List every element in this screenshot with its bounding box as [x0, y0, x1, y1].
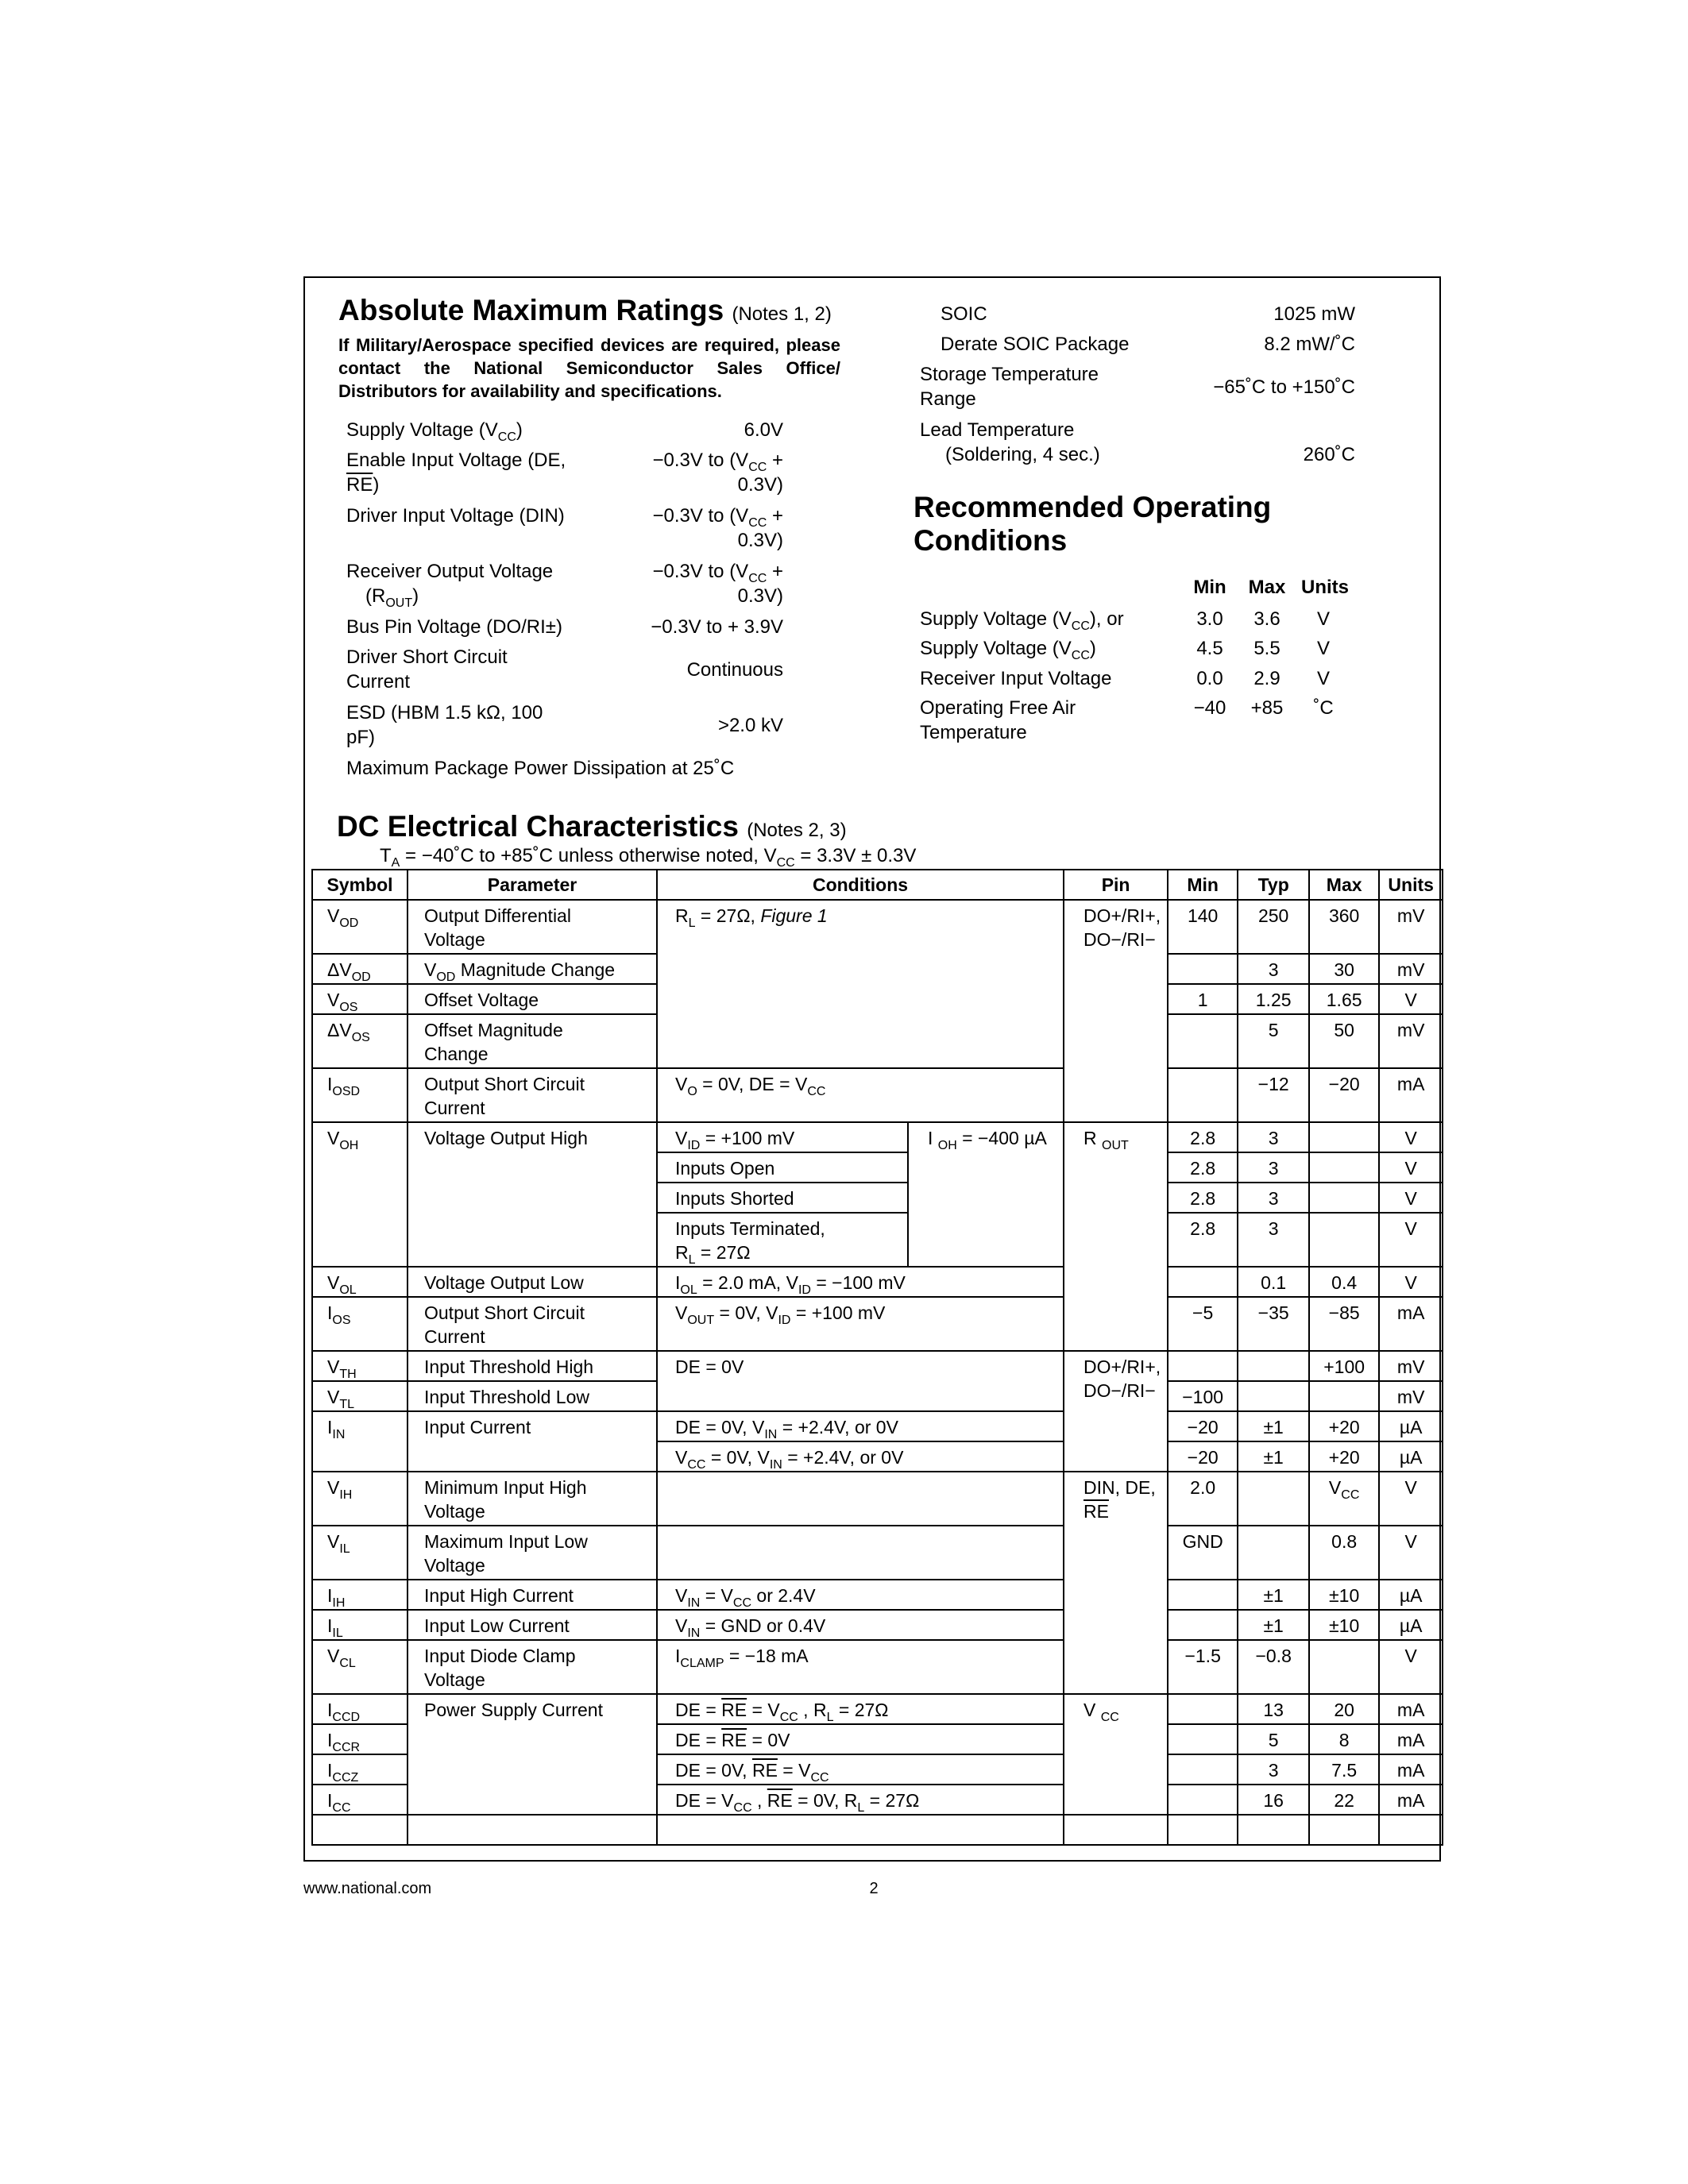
conditions-cell: $V_O = 0V$, DE = $V_{CC}$: [657, 1068, 1064, 1122]
min-cell: [1168, 1068, 1238, 1122]
roc-header-max: Max: [1248, 577, 1286, 598]
roc-row-unit: V: [1316, 638, 1330, 659]
min-cell: −1.5: [1168, 1640, 1238, 1694]
symbol-cell: $I_{IN}$: [312, 1411, 408, 1472]
units-cell: V: [1379, 1122, 1443, 1152]
symbol-cell: $\Delta V_{OS}$: [312, 1014, 408, 1068]
parameter-cell: Input Low Current: [408, 1610, 657, 1640]
amr-pkg-label: Maximum Package Power Dissipation at 25˚C: [346, 758, 735, 779]
units-cell: µA: [1379, 1441, 1443, 1472]
parameter-cell: Power Supply Current: [408, 1694, 657, 1815]
units-cell: V: [1379, 1183, 1443, 1213]
max-cell: [1309, 1122, 1379, 1152]
parameter-cell: Input Diode Clamp Voltage: [408, 1640, 657, 1694]
max-cell: 20: [1309, 1694, 1379, 1724]
parameter-cell: Maximum Input Low Voltage: [408, 1526, 657, 1580]
parameter-cell: $V_{OD}$ Magnitude Change: [408, 954, 657, 984]
table-row: [312, 900, 1443, 954]
max-cell: +100: [1309, 1351, 1379, 1381]
dc-header-symbol: Symbol: [312, 870, 408, 900]
symbol-cell: $V_{OH}$: [312, 1122, 408, 1267]
typ-cell: [1238, 1472, 1309, 1526]
units-cell: V: [1379, 1267, 1443, 1297]
units-cell: V: [1379, 1213, 1443, 1267]
typ-cell: 13: [1238, 1694, 1309, 1724]
dc-header-units: Units: [1379, 870, 1443, 900]
min-cell: [1168, 1754, 1238, 1785]
symbol-cell: $V_{TL}$: [312, 1381, 408, 1411]
pin-cell: DO+/RI+, DO−/RI−: [1064, 900, 1168, 1122]
pin-cell: V $_{CC}$: [1064, 1694, 1168, 1815]
typ-cell: 3: [1238, 1152, 1309, 1183]
typ-cell: [1238, 1526, 1309, 1580]
symbol-cell: $I_{CCR}$: [312, 1724, 408, 1754]
units-cell: V: [1379, 984, 1443, 1014]
max-cell: [1309, 1815, 1379, 1845]
units-cell: mA: [1379, 1068, 1443, 1122]
symbol-cell: $V_{OS}$: [312, 984, 408, 1014]
roc-row-min: 4.5: [1196, 638, 1223, 659]
conditions-cell: $R_L = 27\Omega$, Figure 1: [657, 900, 1064, 1068]
typ-cell: 250: [1238, 900, 1309, 954]
roc-title: Recommended Operating Conditions: [914, 491, 1272, 557]
roc-row-max: 3.6: [1253, 608, 1280, 630]
conditions-cell: I $_{OH}$ = −400 µA: [908, 1122, 1064, 1267]
symbol-cell: $V_{IL}$: [312, 1526, 408, 1580]
symbol-cell: $I_{IH}$: [312, 1580, 408, 1610]
dc-header-parameter: Parameter: [408, 870, 657, 900]
parameter-cell: Input Threshold Low: [408, 1381, 657, 1411]
units-cell: mV: [1379, 1351, 1443, 1381]
conditions-cell: $I_{CLAMP} = -18$ mA: [657, 1640, 1064, 1694]
table-row: [312, 1267, 1443, 1297]
dc-header-row: [312, 870, 1443, 900]
symbol-cell: $V_{OD}$: [312, 900, 408, 954]
min-cell: −5: [1168, 1297, 1238, 1351]
symbol-cell: $I_{OS}$: [312, 1297, 408, 1351]
conditions-cell: Inputs Terminated, $R_L = 27\Omega$: [657, 1213, 908, 1267]
min-cell: 1: [1168, 984, 1238, 1014]
typ-cell: 3: [1238, 1213, 1309, 1267]
parameter-cell: Offset Voltage: [408, 984, 657, 1014]
roc-row-max: +85: [1250, 697, 1284, 719]
typ-cell: −12: [1238, 1068, 1309, 1122]
max-cell: 8: [1309, 1724, 1379, 1754]
typ-cell: 3: [1238, 1754, 1309, 1785]
amr-enable-label: Enable Input Voltage (DE, $\overline{RE}$): [346, 450, 566, 496]
table-row: [312, 1068, 1443, 1122]
parameter-cell: Output Short Circuit Current: [408, 1068, 657, 1122]
table-row: [312, 1526, 1443, 1580]
conditions-cell: [657, 1526, 1064, 1580]
max-cell: [1309, 1213, 1379, 1267]
roc-row-unit: V: [1316, 608, 1330, 630]
amr-bus-label: Bus Pin Voltage (DO/RI±): [346, 616, 562, 638]
max-cell: 22: [1309, 1785, 1379, 1815]
typ-cell: 5: [1238, 1724, 1309, 1754]
table-row: [312, 1610, 1443, 1640]
roc-row-min: −40: [1193, 697, 1226, 719]
table-row: [312, 1351, 1443, 1381]
conditions-cell: [657, 1815, 1064, 1845]
typ-cell: −35: [1238, 1297, 1309, 1351]
typ-cell: ±1: [1238, 1610, 1309, 1640]
symbol-cell: $V_{OL}$: [312, 1267, 408, 1297]
parameter-cell: Voltage Output Low: [408, 1267, 657, 1297]
amr-lead-value: 260˚C: [1303, 444, 1355, 465]
min-cell: 2.8: [1168, 1122, 1238, 1152]
conditions-cell: DE = $\overline{RE} = 0V$: [657, 1724, 1064, 1754]
min-cell: 2.0: [1168, 1472, 1238, 1526]
amr-storage-value: −65˚C to +150˚C: [1213, 376, 1355, 398]
max-cell: +20: [1309, 1411, 1379, 1441]
conditions-cell: $V_{OUT} = 0V$, $V_{ID} = +100$ mV: [657, 1297, 1064, 1351]
units-cell: V: [1379, 1526, 1443, 1580]
roc-header-units: Units: [1301, 577, 1349, 598]
conditions-cell: DE = $V_{CC}$ , $\overline{RE} = 0V$, $R_L = 27\Omega$: [657, 1785, 1064, 1815]
max-cell: −20: [1309, 1068, 1379, 1122]
pin-cell: R $_{OUT}$: [1064, 1122, 1168, 1351]
roc-row-label: Supply Voltage $(V_{CC})$: [920, 638, 1096, 662]
parameter-cell: Output Short Circuit Current: [408, 1297, 657, 1351]
min-cell: [1168, 1610, 1238, 1640]
max-cell: 0.4: [1309, 1267, 1379, 1297]
min-cell: 140: [1168, 900, 1238, 954]
amr-bus-value: −0.3V to + 3.9V: [651, 616, 783, 638]
pin-cell: [1064, 1815, 1168, 1845]
min-cell: 2.8: [1168, 1152, 1238, 1183]
parameter-cell: [408, 1815, 657, 1845]
min-cell: [1168, 1815, 1238, 1845]
conditions-cell: DE = 0V, $V_{IN} = +2.4V$, or 0V: [657, 1411, 1064, 1441]
table-row: [312, 1411, 1443, 1441]
max-cell: 50: [1309, 1014, 1379, 1068]
conditions-cell: [657, 1472, 1064, 1526]
symbol-cell: [312, 1815, 408, 1845]
max-cell: 30: [1309, 954, 1379, 984]
parameter-cell: Voltage Output High: [408, 1122, 657, 1267]
typ-cell: [1238, 1351, 1309, 1381]
min-cell: [1168, 1351, 1238, 1381]
units-cell: µA: [1379, 1580, 1443, 1610]
amr-short-label: Driver Short Circuit Current: [346, 646, 508, 693]
typ-cell: ±1: [1238, 1411, 1309, 1441]
typ-cell: −0.8: [1238, 1640, 1309, 1694]
amr-soic-label: SOIC: [941, 303, 987, 325]
units-cell: mV: [1379, 1014, 1443, 1068]
roc-row-min: 3.0: [1196, 608, 1223, 630]
min-cell: [1168, 1014, 1238, 1068]
amr-receiver-value: −0.3V to ($V_{CC}$ + 0.3V): [652, 561, 783, 607]
units-cell: mA: [1379, 1297, 1443, 1351]
conditions-cell: $V_{CC} = 0V$, $V_{IN} = +2.4V$, or 0V: [657, 1441, 1064, 1472]
symbol-cell: $I_{CCD}$: [312, 1694, 408, 1724]
units-cell: V: [1379, 1152, 1443, 1183]
pin-cell: DO+/RI+, DO−/RI−: [1064, 1351, 1168, 1472]
max-cell: [1309, 1640, 1379, 1694]
pin-cell: DIN, DE, $\overline{RE}$: [1064, 1472, 1168, 1694]
amr-driver-value: −0.3V to ($V_{CC}$ + 0.3V): [652, 505, 783, 551]
units-cell: mV: [1379, 900, 1443, 954]
min-cell: −100: [1168, 1381, 1238, 1411]
max-cell: −85: [1309, 1297, 1379, 1351]
typ-cell: 16: [1238, 1785, 1309, 1815]
max-cell: $V_{CC}$: [1309, 1472, 1379, 1526]
table-row: [312, 1815, 1443, 1845]
units-cell: mV: [1379, 954, 1443, 984]
roc-row-max: 5.5: [1253, 638, 1280, 659]
roc-row-label: Supply Voltage $(V_{CC})$, or: [920, 608, 1124, 633]
amr-warning: If Military/Aerospace specified devices are required, please contact the National Semiconductor Sales Office/ Distributors for availability and specifications.: [338, 335, 840, 401]
units-cell: mA: [1379, 1754, 1443, 1785]
amr-derate-value: 8.2 mW/˚C: [1264, 334, 1355, 355]
parameter-cell: Offset Magnitude Change: [408, 1014, 657, 1068]
amr-lead-label: Lead Temperature (Soldering, 4 sec.): [920, 419, 1100, 465]
min-cell: −20: [1168, 1441, 1238, 1472]
max-cell: [1309, 1183, 1379, 1213]
min-cell: [1168, 954, 1238, 984]
conditions-cell: DE = $\overline{RE} = V_{CC}$ , $R_L = 27\Omega$: [657, 1694, 1064, 1724]
typ-cell: [1238, 1381, 1309, 1411]
amr-soic-value: 1025 mW: [1273, 303, 1355, 325]
amr-supply-value: 6.0V: [744, 419, 783, 441]
symbol-cell: $I_{CCZ}$: [312, 1754, 408, 1785]
roc-row-unit: V: [1316, 668, 1330, 689]
min-cell: [1168, 1694, 1238, 1724]
min-cell: [1168, 1267, 1238, 1297]
dc-header-typ: Typ: [1238, 870, 1309, 900]
roc-row-min: 0.0: [1196, 668, 1223, 689]
dc-header-pin: Pin: [1064, 870, 1168, 900]
table-row: [312, 1472, 1443, 1526]
max-cell: 0.8: [1309, 1526, 1379, 1580]
roc-row-max: 2.9: [1253, 668, 1280, 689]
units-cell: mA: [1379, 1694, 1443, 1724]
table-row: [312, 1580, 1443, 1610]
max-cell: 7.5: [1309, 1754, 1379, 1785]
amr-storage-label: Storage Temperature Range: [920, 364, 1099, 410]
amr-esd-value: >2.0 kV: [717, 715, 783, 736]
min-cell: 2.8: [1168, 1183, 1238, 1213]
table-row: [312, 1297, 1443, 1351]
roc-row-label: Operating Free Air Temperature: [920, 697, 1076, 743]
min-cell: [1168, 1785, 1238, 1815]
dc-characteristics-table: [311, 869, 1443, 1846]
amr-receiver-label: Receiver Output Voltage $(R_{OUT})$: [346, 561, 554, 610]
parameter-cell: Input Threshold High: [408, 1351, 657, 1381]
typ-cell: ±1: [1238, 1580, 1309, 1610]
units-cell: [1379, 1815, 1443, 1845]
amr-driver-label: Driver Input Voltage (DIN): [346, 505, 565, 527]
dc-header-conditions: Conditions: [657, 870, 1064, 900]
max-cell: ±10: [1309, 1580, 1379, 1610]
parameter-cell: Output Differential Voltage: [408, 900, 657, 954]
units-cell: V: [1379, 1640, 1443, 1694]
dc-conditions-note: $T_A$ = −40˚C to +85˚C unless otherwise noted, $V_{CC} = 3.3V \pm 0.3V$: [380, 845, 917, 870]
typ-cell: 3: [1238, 1183, 1309, 1213]
amr-derate-label: Derate SOIC Package: [941, 334, 1130, 355]
units-cell: µA: [1379, 1411, 1443, 1441]
amr-short-value: Continuous: [686, 659, 783, 681]
units-cell: mA: [1379, 1785, 1443, 1815]
dc-header-max: Max: [1309, 870, 1379, 900]
max-cell: [1309, 1152, 1379, 1183]
table-row: [312, 1122, 1443, 1152]
min-cell: [1168, 1724, 1238, 1754]
max-cell: 360: [1309, 900, 1379, 954]
conditions-cell: $V_{IN}$ = GND or 0.4V: [657, 1610, 1064, 1640]
conditions-cell: $I_{OL} = 2.0$ mA, $V_{ID} = -100$ mV: [657, 1267, 1064, 1297]
units-cell: µA: [1379, 1610, 1443, 1640]
conditions-cell: Inputs Open: [657, 1152, 908, 1183]
symbol-cell: $V_{CL}$: [312, 1640, 408, 1694]
roc-row-unit: ˚C: [1313, 697, 1334, 719]
dc-header-min: Min: [1168, 870, 1238, 900]
table-row: [312, 1640, 1443, 1694]
symbol-cell: $I_{OSD}$: [312, 1068, 408, 1122]
min-cell: −20: [1168, 1411, 1238, 1441]
symbol-cell: $V_{TH}$: [312, 1351, 408, 1381]
parameter-cell: Minimum Input High Voltage: [408, 1472, 657, 1526]
typ-cell: 3: [1238, 1122, 1309, 1152]
units-cell: mV: [1379, 1381, 1443, 1411]
typ-cell: 5: [1238, 1014, 1309, 1068]
conditions-cell: DE = 0V: [657, 1351, 1064, 1411]
typ-cell: 3: [1238, 954, 1309, 984]
typ-cell: 0.1: [1238, 1267, 1309, 1297]
max-cell: [1309, 1381, 1379, 1411]
amr-enable-value: −0.3V to ($V_{CC}$ + 0.3V): [652, 450, 783, 496]
amr-supply-label: Supply Voltage $(V_{CC})$: [346, 419, 523, 444]
max-cell: +20: [1309, 1441, 1379, 1472]
units-cell: V: [1379, 1472, 1443, 1526]
conditions-cell: DE = 0V, $\overline{RE} = V_{CC}$: [657, 1754, 1064, 1785]
min-cell: GND: [1168, 1526, 1238, 1580]
min-cell: [1168, 1580, 1238, 1610]
amr-esd-label: ESD (HBM 1.5 kΩ, 100 pF): [346, 702, 543, 748]
amr-title: Absolute Maximum Ratings (Notes 1, 2): [338, 294, 832, 326]
max-cell: ±10: [1309, 1610, 1379, 1640]
typ-cell: ±1: [1238, 1441, 1309, 1472]
conditions-cell: Inputs Shorted: [657, 1183, 908, 1213]
max-cell: 1.65: [1309, 984, 1379, 1014]
typ-cell: 1.25: [1238, 984, 1309, 1014]
min-cell: 2.8: [1168, 1213, 1238, 1267]
conditions-cell: $V_{ID} = +100$ mV: [657, 1122, 908, 1152]
symbol-cell: $I_{CC}$: [312, 1785, 408, 1815]
footer-website: www.national.com: [303, 1880, 432, 1897]
footer-page-number: 2: [869, 1880, 879, 1897]
parameter-cell: Input Current: [408, 1411, 657, 1472]
dc-title: DC Electrical Characteristics (Notes 2, 3): [337, 810, 847, 843]
symbol-cell: $V_{IH}$: [312, 1472, 408, 1526]
roc-header-min: Min: [1193, 577, 1226, 598]
conditions-cell: $V_{IN} = V_{CC}$ or 2.4V: [657, 1580, 1064, 1610]
parameter-cell: Input High Current: [408, 1580, 657, 1610]
table-row: [312, 1694, 1443, 1724]
units-cell: mA: [1379, 1724, 1443, 1754]
symbol-cell: $I_{IL}$: [312, 1610, 408, 1640]
typ-cell: [1238, 1815, 1309, 1845]
roc-row-label: Receiver Input Voltage: [920, 668, 1112, 689]
symbol-cell: $\Delta V_{OD}$: [312, 954, 408, 984]
